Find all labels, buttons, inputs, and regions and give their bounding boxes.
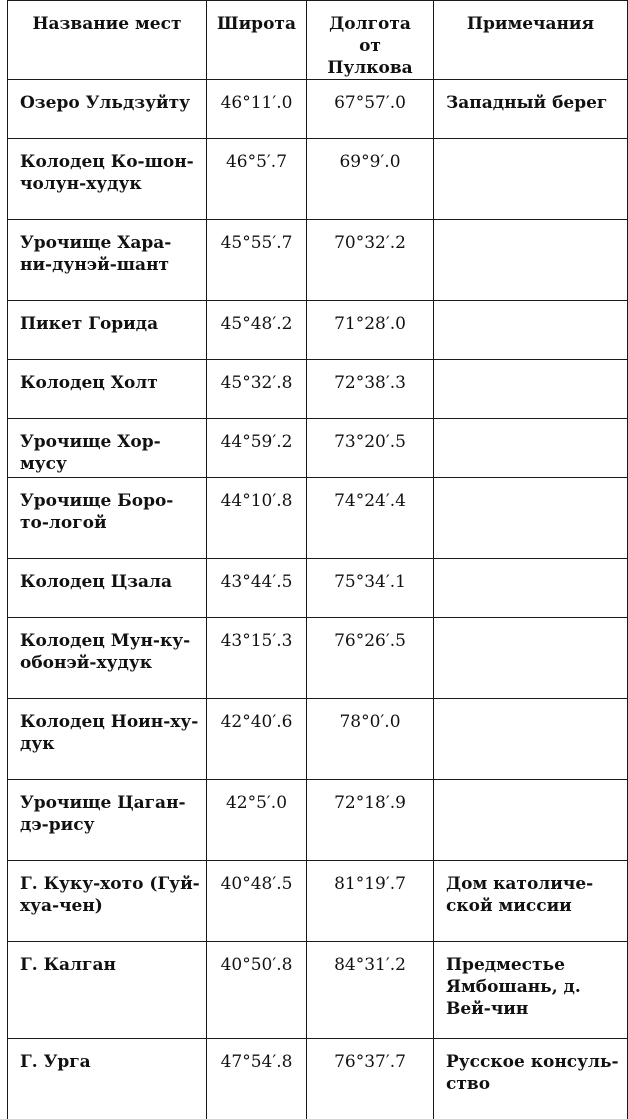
note — [434, 780, 628, 861]
place-name: Г. Урга — [8, 1039, 207, 1119]
place-name: Урочище Хара-ни-дунэй-шант — [8, 220, 207, 301]
place-name: Озеро Ульдзуйту — [8, 80, 207, 139]
longitude: 72°18′.9 — [307, 780, 434, 861]
longitude: 75°34′.1 — [307, 559, 434, 618]
place-name: Урочище Боро-то-логой — [8, 478, 207, 559]
place-name: Урочище Цаган-дэ-рису — [8, 780, 207, 861]
note — [434, 220, 628, 301]
longitude: 67°57′.0 — [307, 80, 434, 139]
note — [434, 559, 628, 618]
latitude: 42°40′.6 — [207, 699, 307, 780]
latitude: 40°50′.8 — [207, 942, 307, 1039]
longitude: 69°9′.0 — [307, 139, 434, 220]
note — [434, 301, 628, 360]
header-longitude-label: Долгота от Пулкова — [320, 13, 420, 79]
latitude: 44°59′.2 — [207, 419, 307, 478]
note: Русское консуль-ство — [434, 1039, 628, 1119]
place-name: Колодец Холт — [8, 360, 207, 419]
table-row — [8, 80, 628, 139]
place-name: Колодец Цзала — [8, 559, 207, 618]
note: Предместье Ямбошань, д. Вей-чин — [434, 942, 628, 1039]
latitude: 45°55′.7 — [207, 220, 307, 301]
latitude: 45°48′.2 — [207, 301, 307, 360]
latitude: 45°32′.8 — [207, 360, 307, 419]
longitude: 70°32′.2 — [307, 220, 434, 301]
latitude: 42°5′.0 — [207, 780, 307, 861]
place-name: Пикет Горида — [8, 301, 207, 360]
place-name: Урочище Хор-мусу — [8, 419, 207, 478]
longitude: 73°20′.5 — [307, 419, 434, 478]
note: Дом католиче-ской миссии — [434, 861, 628, 942]
latitude: 44°10′.8 — [207, 478, 307, 559]
table-row — [8, 301, 628, 360]
table-row — [8, 699, 628, 780]
latitude: 46°5′.7 — [207, 139, 307, 220]
header-longitude — [307, 1, 434, 80]
table-row — [8, 360, 628, 419]
note — [434, 478, 628, 559]
longitude: 76°26′.5 — [307, 618, 434, 699]
longitude: 74°24′.4 — [307, 478, 434, 559]
table-header-row — [8, 1, 628, 80]
table-row — [8, 1039, 628, 1119]
longitude: 78°0′.0 — [307, 699, 434, 780]
longitude: 84°31′.2 — [307, 942, 434, 1039]
latitude: 43°44′.5 — [207, 559, 307, 618]
latitude: 43°15′.3 — [207, 618, 307, 699]
place-name: Колодец Ко-шон-чолун-худук — [8, 139, 207, 220]
place-name: Г. Куку-хото (Гуй-хуа-чен) — [8, 861, 207, 942]
table-row — [8, 861, 628, 942]
note — [434, 139, 628, 220]
note — [434, 360, 628, 419]
header-notes: Примечания — [434, 1, 628, 80]
coordinates-table — [7, 0, 628, 1119]
latitude: 46°11′.0 — [207, 80, 307, 139]
longitude: 71°28′.0 — [307, 301, 434, 360]
note — [434, 699, 628, 780]
table-row — [8, 942, 628, 1039]
header-name: Название мест — [8, 1, 207, 80]
table-row — [8, 559, 628, 618]
note — [434, 419, 628, 478]
note: Западный берег — [434, 80, 628, 139]
table-row — [8, 780, 628, 861]
table-row — [8, 139, 628, 220]
place-name: Колодец Ноин-ху-дук — [8, 699, 207, 780]
place-name: Г. Калган — [8, 942, 207, 1039]
table-row — [8, 419, 628, 478]
longitude: 72°38′.3 — [307, 360, 434, 419]
latitude: 47°54′.8 — [207, 1039, 307, 1119]
table-row — [8, 220, 628, 301]
note — [434, 618, 628, 699]
longitude: 81°19′.7 — [307, 861, 434, 942]
table-row — [8, 618, 628, 699]
latitude: 40°48′.5 — [207, 861, 307, 942]
header-latitude: Широта — [207, 1, 307, 80]
longitude: 76°37′.7 — [307, 1039, 434, 1119]
table-row — [8, 478, 628, 559]
place-name: Колодец Мун-ку-обонэй-худук — [8, 618, 207, 699]
